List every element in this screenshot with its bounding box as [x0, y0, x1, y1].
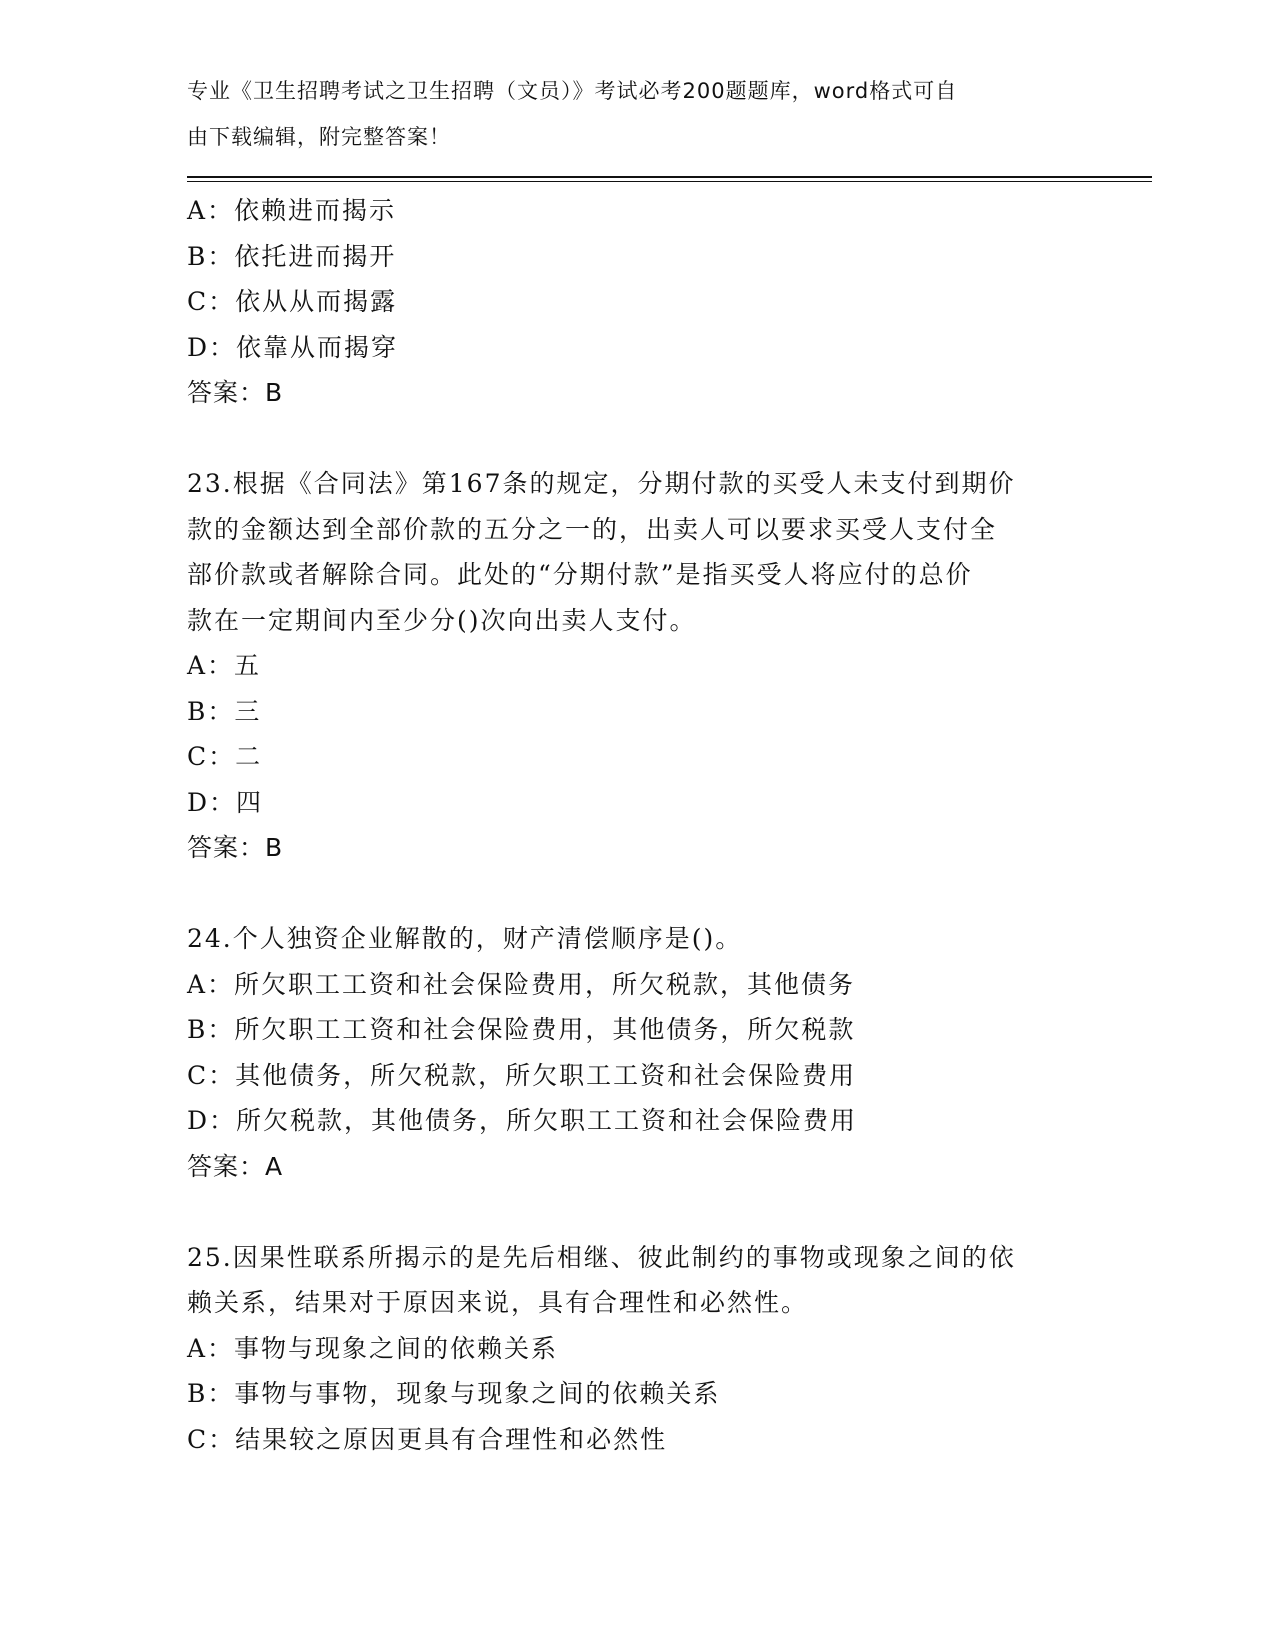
option-b: B：事物与事物，现象与现象之间的依赖关系 [187, 1379, 721, 1408]
question-list [187, 188, 1087, 1462]
question-text-line: 款在一定期间内至少分()次向出卖人支付。 [187, 605, 697, 635]
question-text-line: 赖关系，结果对于原因来说，具有合理性和必然性。 [187, 1288, 809, 1317]
option-d: D：四 [187, 787, 264, 817]
option-d: D：所欠税款，其他债务，所欠职工工资和社会保险费用 [187, 1106, 858, 1135]
option-c: C：结果较之原因更具有合理性和必然性 [187, 1424, 668, 1454]
header-divider-thin [187, 181, 1152, 182]
answer: 答案：B [187, 833, 284, 862]
option-a: A：所欠职工工资和社会保险费用，所欠税款，其他债务 [187, 969, 856, 999]
option-c: C：依从从而揭露 [187, 287, 398, 316]
question-text-line: 款的金额达到全部价款的五分之一的，出卖人可以要求买受人支付全 [187, 514, 998, 544]
answer: 答案：A [187, 1151, 284, 1181]
option-c: C：二 [187, 742, 263, 771]
answer: 答案：B [187, 378, 284, 407]
question-22 [187, 188, 1087, 416]
spacer [187, 416, 1087, 462]
option-a: A：五 [187, 651, 262, 680]
option-d: D：依靠从而揭穿 [187, 332, 399, 362]
option-c: C：其他债务，所欠税款，所欠职工工资和社会保险费用 [187, 1060, 857, 1090]
question-text-line: 部价款或者解除合同。此处的“分期付款”是指买受人将应付的总价 [187, 560, 973, 589]
spacer [187, 871, 1087, 917]
option-a: A：事物与现象之间的依赖关系 [187, 1333, 559, 1363]
option-b: B：依托进而揭开 [187, 241, 397, 271]
option-b: B：三 [187, 696, 262, 726]
header-divider-thick [187, 176, 1152, 178]
document-header [187, 72, 1087, 163]
header-line-2: 由下载编辑，附完整答案！ [187, 124, 451, 149]
question-text-line: 23.根据《合同法》第167条的规定，分期付款的买受人未支付到期价 [187, 469, 1016, 498]
question-25 [187, 1235, 1087, 1463]
header-line-1: 专业《卫生招聘考试之卫生招聘（文员）》考试必考200题题库，word格式可自 [187, 79, 958, 103]
option-a: A：依赖进而揭示 [187, 196, 397, 225]
spacer [187, 1189, 1087, 1235]
question-text-line: 25.因果性联系所揭示的是先后相继、彼此制约的事物或现象之间的依 [187, 1242, 1016, 1272]
question-24 [187, 916, 1087, 1189]
question-23 [187, 461, 1087, 871]
question-text-line: 24.个人独资企业解散的，财产清偿顺序是()。 [187, 924, 743, 953]
option-b: B：所欠职工工资和社会保险费用，其他债务，所欠税款 [187, 1015, 856, 1044]
